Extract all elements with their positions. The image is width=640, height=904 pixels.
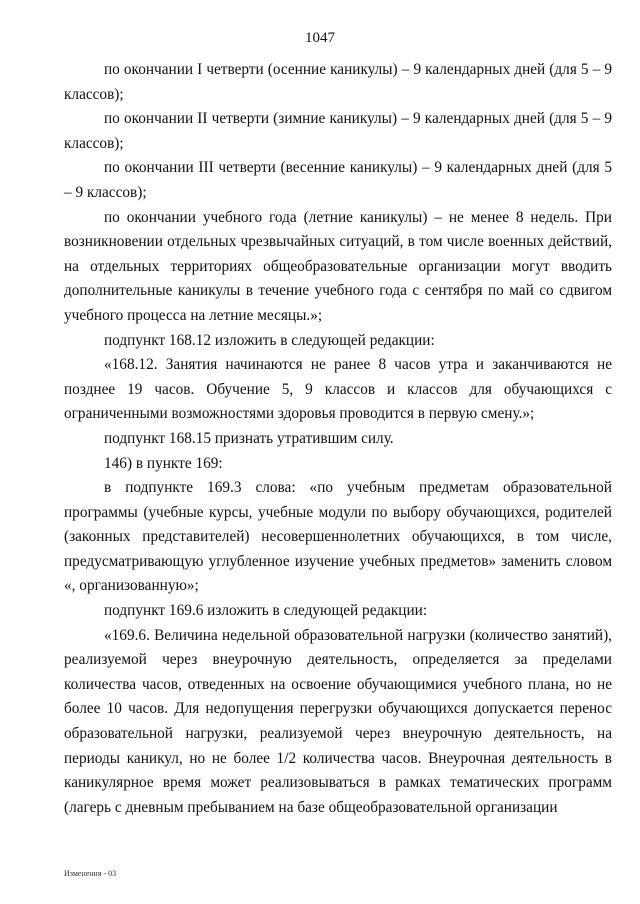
- page-number: 1047: [305, 30, 335, 46]
- paragraph-subpoint-168-12-intro: подпункт 168.12 изложить в следующей редакции:: [104, 331, 435, 349]
- paragraph-subpoint-169-3: в подпункте 169.3 слова: «по учебным предметам образовательной программы (учебные курсы, учебные модули по выбору обучающихся, родителей (законных представителей) несовершеннолетних обучающихся, в том числе, предусматривающую углубленное изучение учебных предметов» заменить словом «, организованную»;: [64, 479, 612, 595]
- paragraph-subpoint-169-6-intro: подпункт 169.6 изложить в следующей редакции:: [104, 602, 428, 620]
- paragraph-subpoint-169-6-text: «169.6. Величина недельной образовательной нагрузки (количество занятий), реализуемой через внеурочную деятельность, определяется за пределами количества часов, отведенных на освоение обучающимися учебного плана, но не более 10 часов. Для недопущения перегрузки обучающихся допускается перенос образовательной нагрузки, реализуемой через внеурочную деятельность, на периоды каникул, но не более 1/2 количества часов. Внеурочная деятельность в каникулярное время может реализовываться в рамках тематических программ (лагерь с дневным пребыванием на базе общеобразовательной организации: [64, 626, 612, 816]
- paragraph-vacation-q2: по окончании II четверти (зимние каникулы) – 9 календарных дней (для 5 – 9 классов);: [64, 110, 612, 152]
- paragraph-vacation-q1: по окончании I четверти (осенние каникулы) – 9 календарных дней (для 5 – 9 классов);: [64, 61, 612, 103]
- paragraph-point-169: 146) в пункте 169:: [104, 454, 223, 472]
- paragraph-subpoint-168-12-text: «168.12. Занятия начинаются не ранее 8 часов утра и заканчиваются не позднее 19 часов. Обучение 5, 9 классов и классов для обучающихся с ограниченными возможностями здоровья проводится в первую смену.»;: [64, 356, 612, 423]
- paragraph-subpoint-168-15: подпункт 168.15 признать утратившим силу.: [104, 429, 394, 447]
- paragraph-vacation-summer: по окончании учебного года (летние каникулы) – не менее 8 недель. При возникновении отдельных чрезвычайных ситуаций, в том числе военных действий, на отдельных территориях общеобразовательные организации могут вводить дополнительные каникулы в течение учебного года с сентября по май со сдвигом учебного процесса на летние месяцы.»;: [64, 208, 612, 324]
- footer-note: Изменения - 03: [64, 869, 117, 878]
- paragraph-vacation-q3: по окончании III четверти (весенние каникулы) – 9 календарных дней (для 5 – 9 классов);: [64, 159, 612, 201]
- document-body: [64, 58, 612, 820]
